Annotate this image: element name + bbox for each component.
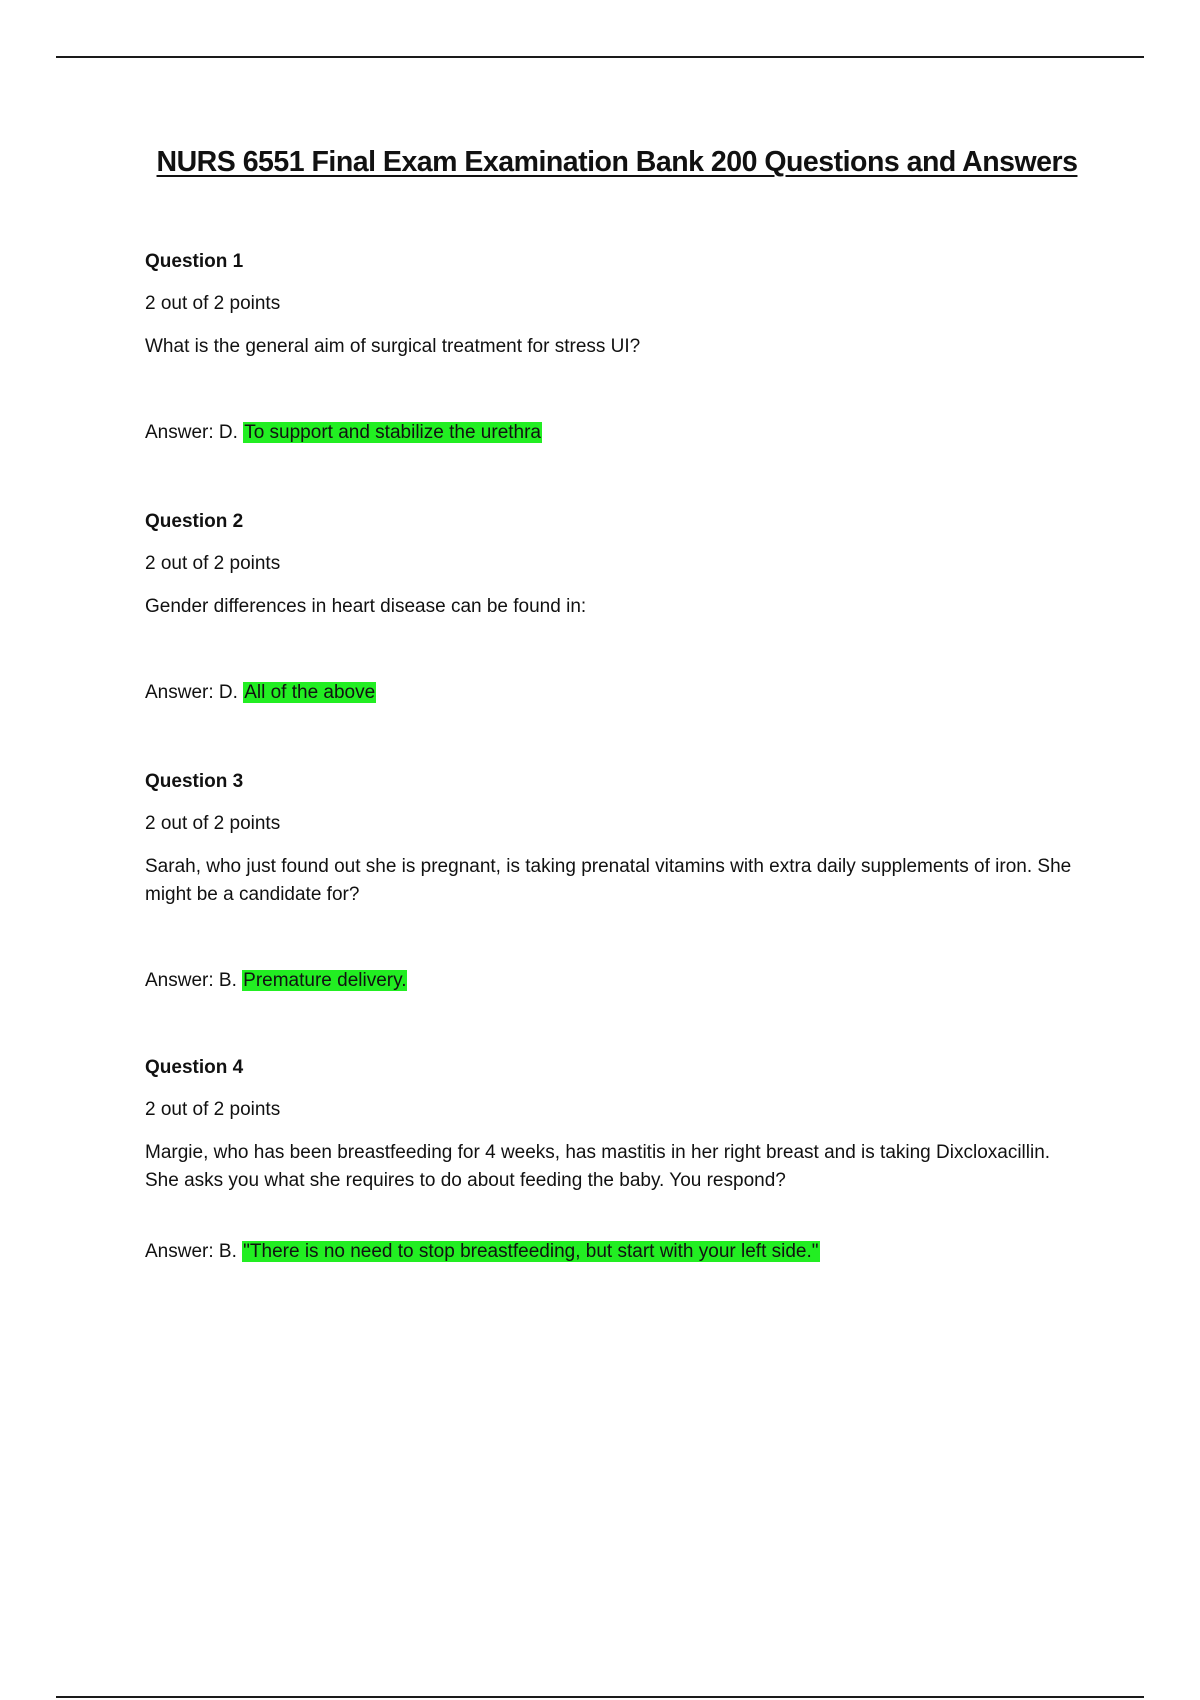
question-block-4 — [145, 1056, 1075, 1262]
question-heading: Question 3 — [145, 771, 244, 792]
question-block-2 — [145, 510, 1075, 703]
answer-line — [145, 1239, 820, 1265]
question-text: What is the general aim of surgical treatment for stress UI? — [145, 336, 641, 357]
question-heading: Question 4 — [145, 1057, 244, 1078]
question-text: Margie, who has been breastfeeding for 4 weeks, has mastitis in her right breast and is taking Dixcloxacillin. She asks you what she requires to do about feeding the baby. You respond? — [145, 1142, 1051, 1191]
question-heading: Question 2 — [145, 511, 244, 532]
answer-prefix: Answer: B. — [145, 970, 237, 991]
question-points: 2 out of 2 points — [145, 813, 281, 834]
answer-prefix: Answer: B. — [145, 1241, 237, 1262]
document-title: NURS 6551 Final Exam Examination Bank 200 Questions and Answers — [156, 146, 1078, 178]
footer-rule — [56, 1696, 1144, 1698]
question-points: 2 out of 2 points — [145, 553, 281, 574]
question-text: Sarah, who just found out she is pregnant, is taking prenatal vitamins with extra daily supplements of iron. She might be a candidate for? — [145, 856, 1072, 905]
question-block-1 — [145, 250, 1075, 443]
answer-highlight: All of the above — [244, 682, 376, 703]
answer-prefix: Answer: D. — [145, 682, 238, 703]
question-text: Gender differences in heart disease can be found in: — [145, 596, 587, 617]
question-points: 2 out of 2 points — [145, 293, 281, 314]
answer-line — [145, 420, 542, 446]
answer-highlight: To support and stabilize the urethra — [244, 422, 541, 443]
question-heading: Question 1 — [145, 251, 244, 272]
answer-line — [145, 680, 376, 706]
answer-prefix: Answer: D. — [145, 422, 238, 443]
question-block-3 — [145, 770, 1075, 991]
header-rule — [56, 56, 1144, 58]
answer-line — [145, 968, 407, 994]
answer-highlight: "There is no need to stop breastfeeding, but start with your left side." — [243, 1241, 819, 1262]
question-points: 2 out of 2 points — [145, 1099, 281, 1120]
answer-highlight: Premature delivery. — [243, 970, 407, 991]
